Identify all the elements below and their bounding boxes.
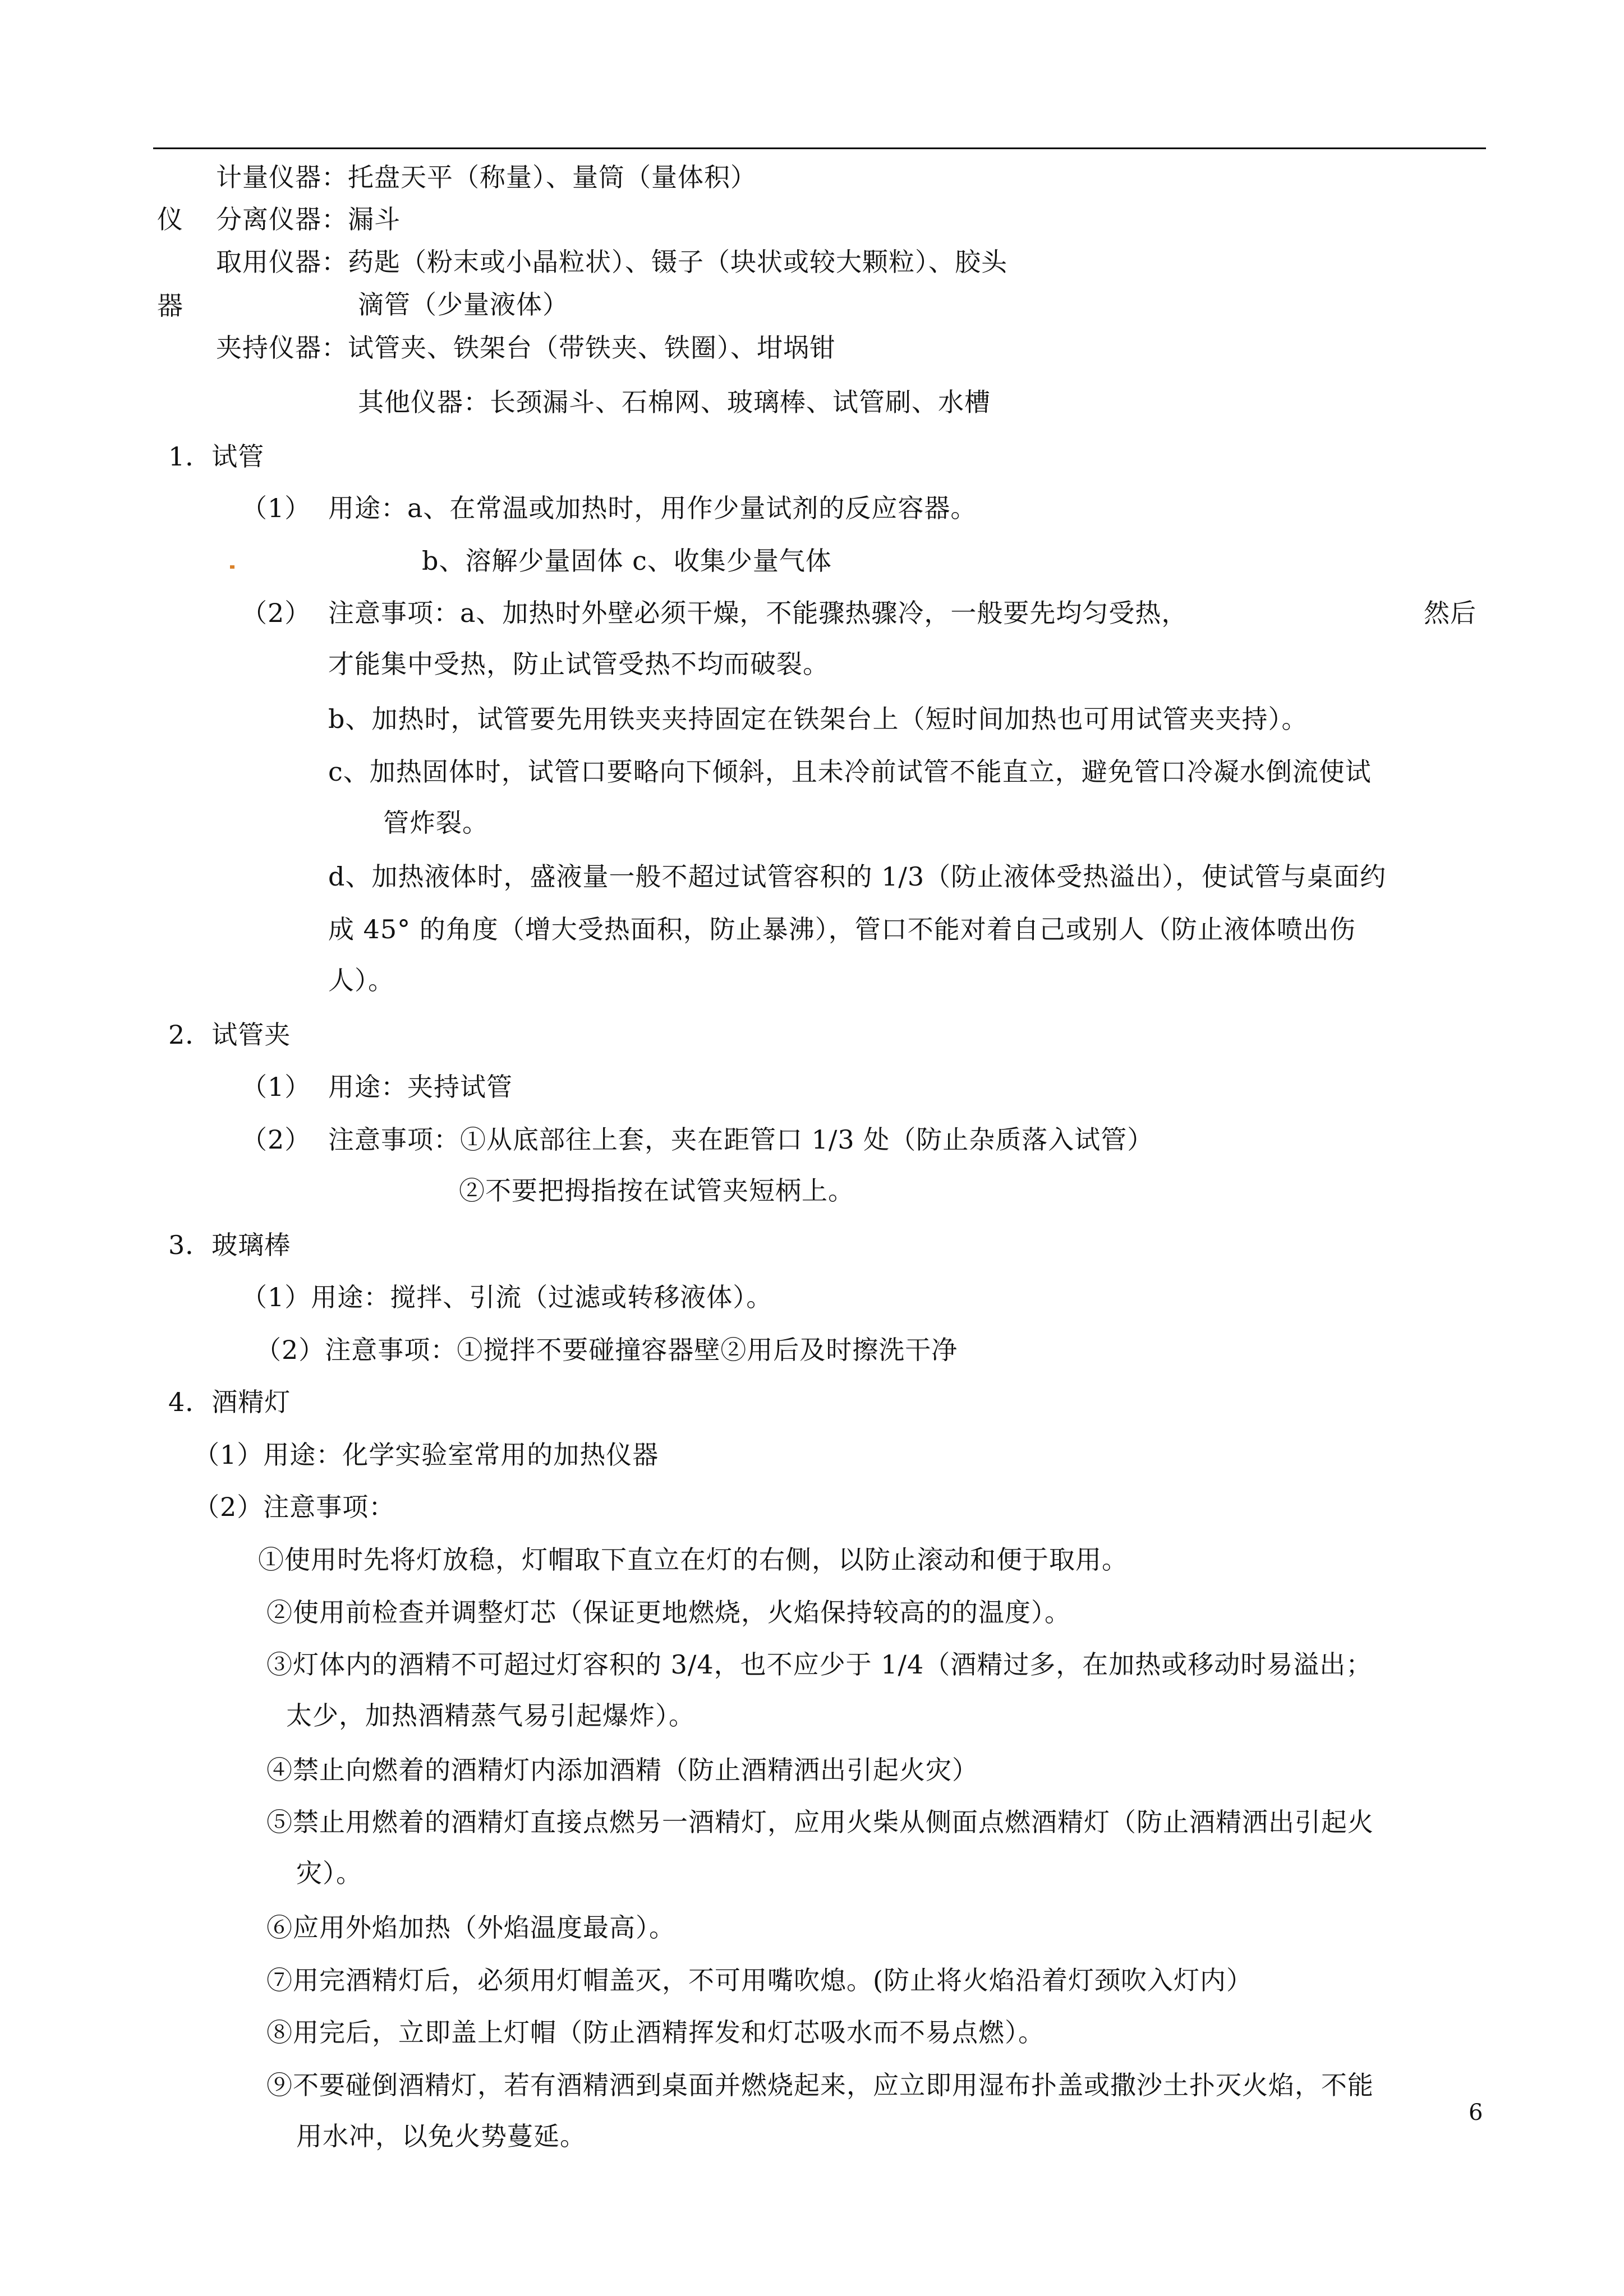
section-2-heading: 2．试管夹 <box>168 1020 291 1050</box>
section-4-note-7: ⑦用完酒精灯后，必须用灯帽盖灭，不可用嘴吹熄。(防止将火焰沿着灯颈吹入灯内） <box>266 1965 1253 1995</box>
taking-instruments-line-1: 取用仪器：药匙（粉末或小晶粒状）、镊子（块状或较大颗粒）、胶头 <box>216 247 1007 277</box>
section-4-note-9-line-2: 用水冲，以免火势蔓延。 <box>296 2121 586 2151</box>
section-4-note-3-line-2: 太少，加热酒精蒸气易引起爆炸）。 <box>286 1700 695 1731</box>
section-1-note-d-line-1: d、加热液体时，盛液量一般不超过试管容积的 1/3（防止液体受热溢出），使试管与桌面约 <box>328 861 1387 892</box>
section-1-heading: 1．试管 <box>168 441 265 472</box>
section-1-use-bc: b、溶解少量固体 c、收集少量气体 <box>422 546 832 576</box>
section-4-note-4: ④禁止向燃着的酒精灯内添加酒精（防止酒精洒出引起火灾） <box>266 1755 978 1785</box>
section-4-note-3-line-1: ③灯体内的酒精不可超过灯容积的 3/4，也不应少于 1/4（酒精过多，在加热或移动时易溢出； <box>266 1649 1373 1680</box>
instruments-side-label-1: 仪 <box>157 204 183 234</box>
stray-mark <box>230 565 234 569</box>
page-number: 6 <box>1469 2100 1483 2126</box>
section-1-note-a-line-2: 才能集中受热，防止试管受热不均而破裂。 <box>328 649 829 679</box>
section-2-note-2: ②不要把拇指按在试管夹短柄上。 <box>459 1175 854 1206</box>
section-1-note-a-line-1-end: 然后 <box>1424 598 1476 628</box>
section-4-heading: 4．酒精灯 <box>168 1387 291 1417</box>
section-4-note-5-line-1: ⑤禁止用燃着的酒精灯直接点燃另一酒精灯，应用火柴从侧面点燃酒精灯（防止酒精洒出引起火 <box>266 1807 1374 1837</box>
section-1-note-c-line-1: c、加热固体时，试管口要略向下倾斜，且未冷前试管不能直立，避免管口冷凝水倒流使试 <box>328 757 1372 787</box>
section-4-note-5-line-2: 灾）。 <box>296 1858 362 1888</box>
measuring-instruments: 计量仪器：托盘天平（称量）、量筒（量体积） <box>216 162 757 192</box>
section-4-note-6: ⑥应用外焰加热（外焰温度最高）。 <box>266 1912 675 1943</box>
taking-instruments-line-2: 滴管（少量液体） <box>358 289 569 320</box>
header-rule <box>153 147 1486 149</box>
section-1-use-label: （1） <box>241 493 311 523</box>
section-2-use: 用途：夹持试管 <box>328 1072 513 1102</box>
section-3-use: （1）用途：搅拌、引流（过滤或转移液体）。 <box>241 1282 773 1312</box>
section-1-note-d-line-2: 成 45° 的角度（增大受热面积，防止暴沸），管口不能对着自己或别人（防止液体喷出伤 <box>328 914 1356 944</box>
section-2-use-label: （1） <box>241 1072 311 1102</box>
section-4-note-1: ①使用时先将灯放稳，灯帽取下直立在灯的右侧，以防止滚动和便于取用。 <box>258 1545 1128 1575</box>
clamping-instruments: 夹持仪器：试管夹、铁架台（带铁夹、铁圈）、坩埚钳 <box>216 333 836 363</box>
separating-instruments: 分离仪器：漏斗 <box>216 204 401 234</box>
section-1-note-b: b、加热时，试管要先用铁夹夹持固定在铁架台上（短时间加热也可用试管夹夹持）。 <box>328 704 1308 734</box>
section-1-note-label: （2） <box>241 598 311 628</box>
section-2-note-label: （2） <box>241 1124 311 1155</box>
instruments-side-label-2: 器 <box>157 291 183 321</box>
other-instruments: 其他仪器：长颈漏斗、石棉网、玻璃棒、试管刷、水槽 <box>358 387 991 417</box>
section-4-note-8: ⑧用完后，立即盖上灯帽（防止酒精挥发和灯芯吸水而不易点燃）。 <box>266 2017 1045 2048</box>
section-3-note: （2）注意事项：①搅拌不要碰撞容器壁②用后及时擦洗干净 <box>255 1335 958 1365</box>
section-4-use: （1）用途：化学实验室常用的加热仪器 <box>194 1440 659 1470</box>
section-4-note-9-line-1: ⑨不要碰倒酒精灯，若有酒精洒到桌面并燃烧起来，应立即用湿布扑盖或撒沙土扑灭火焰，不能 <box>266 2070 1374 2100</box>
section-4-note-2: ②使用前检查并调整灯芯（保证更地燃烧，火焰保持较高的的温度）。 <box>266 1597 1071 1628</box>
section-2-note-1: 注意事项：①从底部往上套，夹在距管口 1/3 处（防止杂质落入试管） <box>328 1124 1154 1155</box>
section-1-note-d-line-3: 人）。 <box>328 965 394 995</box>
section-4-note-label: （2）注意事项： <box>194 1492 395 1522</box>
section-1-note-c-line-2: 管炸裂。 <box>383 808 489 838</box>
section-3-heading: 3．玻璃棒 <box>168 1230 291 1260</box>
section-1-use-a: 用途：a、在常温或加热时，用作少量试剂的反应容器。 <box>328 493 977 523</box>
section-1-note-a-line-1: 注意事项：a、加热时外壁必须干燥，不能骤热骤冷，一般要先均匀受热， <box>328 598 1188 628</box>
